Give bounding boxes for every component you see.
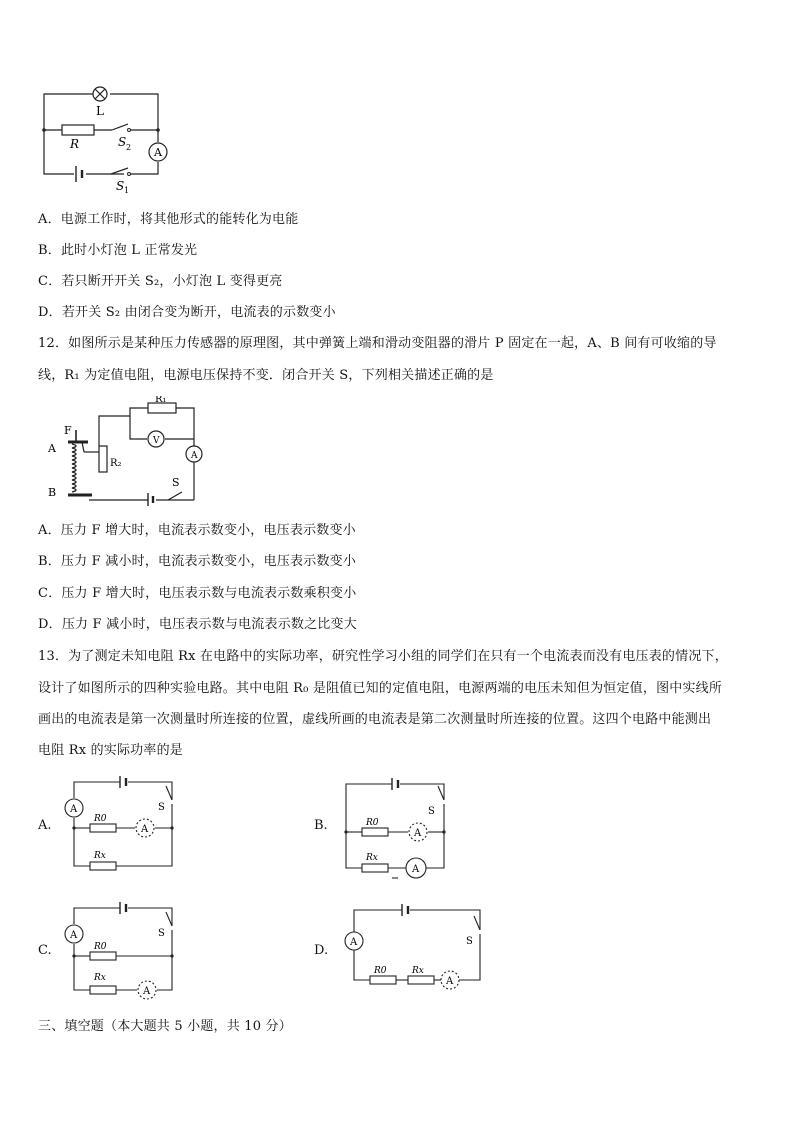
q11-option-b: B．此时小灯泡 L 正常发光 (38, 243, 198, 258)
q12-ammeter-label: A (191, 451, 198, 461)
q12-option-c: C．压力 F 增大时，电压表示数与电流表示数乘积变小 (38, 586, 357, 601)
q13-figure-d-label: D. (314, 943, 329, 958)
q13c-meter-dashed-label: A (143, 986, 151, 997)
section-3-heading: 三、填空题（本大题共 5 小题，共 10 分） (38, 1019, 292, 1034)
q13-stem-line-1: 13．为了测定未知电阻 Rx 在电路中的实际功率，研究性学习小组的同学们在只有一个电流表而没有电压表的情况下， (38, 649, 728, 664)
q13a-meter-solid-label: A (70, 804, 78, 815)
q13d-meter-dashed-label: A (446, 976, 454, 987)
q11-s2-sub: 2 (126, 143, 132, 152)
q11-option-d: D．若开关 S₂ 由闭合变为断开，电流表的示数变小 (38, 305, 336, 320)
q11-option-a: A．电源工作时，将其他形式的能转化为电能 (38, 212, 299, 227)
q13-figure-c-label: C. (38, 943, 52, 958)
q13b-meter-solid-label: A (412, 864, 420, 875)
q12-option-d: D．压力 F 减小时，电压表示数与电流表示数之比变大 (38, 617, 357, 632)
q12-stem-line-1: 12．如图所示是某种压力传感器的原理图，其中弹簧上端和滑动变阻器的滑片 P 固定在一起，A、B 间有可收缩的导 (38, 336, 717, 351)
q13b-switch-label: S (428, 806, 435, 817)
q13d-switch-label: S (466, 936, 473, 947)
q12-r1-label: R₁ (155, 396, 167, 405)
q11-s1-sub: 1 (124, 186, 130, 194)
q13a-switch-label: S (158, 802, 165, 813)
q13c-rx-label: Rx (94, 973, 106, 983)
q13-circuit-d (338, 900, 488, 992)
q13b-meter-dashed-label: A (414, 828, 422, 839)
q12-point-a-label: A (48, 442, 56, 455)
q12-r2-label: R₂ (110, 458, 122, 469)
q12-voltmeter-label: V (153, 436, 160, 446)
q13b-rx-label: Rx (366, 853, 378, 863)
q11-circuit-figure (36, 82, 176, 194)
q13d-meter-solid-label: A (350, 937, 358, 948)
q13d-rx-label: Rx (412, 966, 424, 976)
q13a-meter-dashed-label: A (141, 824, 149, 835)
q12-sensor-figure (44, 396, 214, 506)
q13-circuit-c (60, 900, 180, 1000)
q13-circuit-b (334, 776, 454, 882)
q13-stem-line-2: 设计了如图所示的四种实验电路。其中电阻 R₀ 是阻值已知的定值电阻，电源两端的电压未知但为恒定值，图中实线所 (38, 681, 723, 696)
q13d-r0-label: R0 (374, 966, 387, 976)
q11-option-c: C．若只断开开关 S₂，小灯泡 L 变得更亮 (38, 274, 283, 289)
q13c-switch-label: S (158, 928, 165, 939)
q13-figure-b-label: B. (314, 818, 328, 833)
q11-lamp-label: L (96, 104, 104, 118)
q13-stem-line-3: 画出的电流表是第一次测量时所连接的位置，虚线所画的电流表是第二次测量时所连接的位置。这四个电路中能测出 (38, 712, 712, 727)
q13-figure-a-label: A. (38, 818, 52, 833)
q12-stem-line-2: 线，R₁ 为定值电阻，电源电压保持不变．闭合开关 S，下列相关描述正确的是 (38, 368, 494, 383)
q12-point-b-label: B (48, 486, 57, 499)
q13c-r0-label: R0 (94, 942, 107, 952)
q13b-r0-label: R0 (366, 818, 379, 828)
q13a-r0-label: R0 (94, 814, 107, 824)
q13-stem-line-4: 电阻 Rx 的实际功率的是 (38, 743, 183, 758)
q11-r-label: R (70, 137, 80, 151)
q12-option-b: B．压力 F 减小时，电流表示数变小，电压表示数变小 (38, 554, 357, 569)
q13-circuit-a (60, 774, 180, 874)
q12-switch-label: S (172, 476, 180, 489)
q11-s1-label: S (116, 179, 125, 193)
q11-s2-label: S (118, 135, 127, 149)
q13c-meter-solid-label: A (70, 930, 78, 941)
q12-option-a: A．压力 F 增大时，电流表示数变小，电压表示数变小 (38, 523, 356, 538)
q13a-rx-label: Rx (94, 851, 106, 861)
q11-meter-label: A (154, 146, 162, 159)
q12-f-label: F (64, 424, 72, 437)
